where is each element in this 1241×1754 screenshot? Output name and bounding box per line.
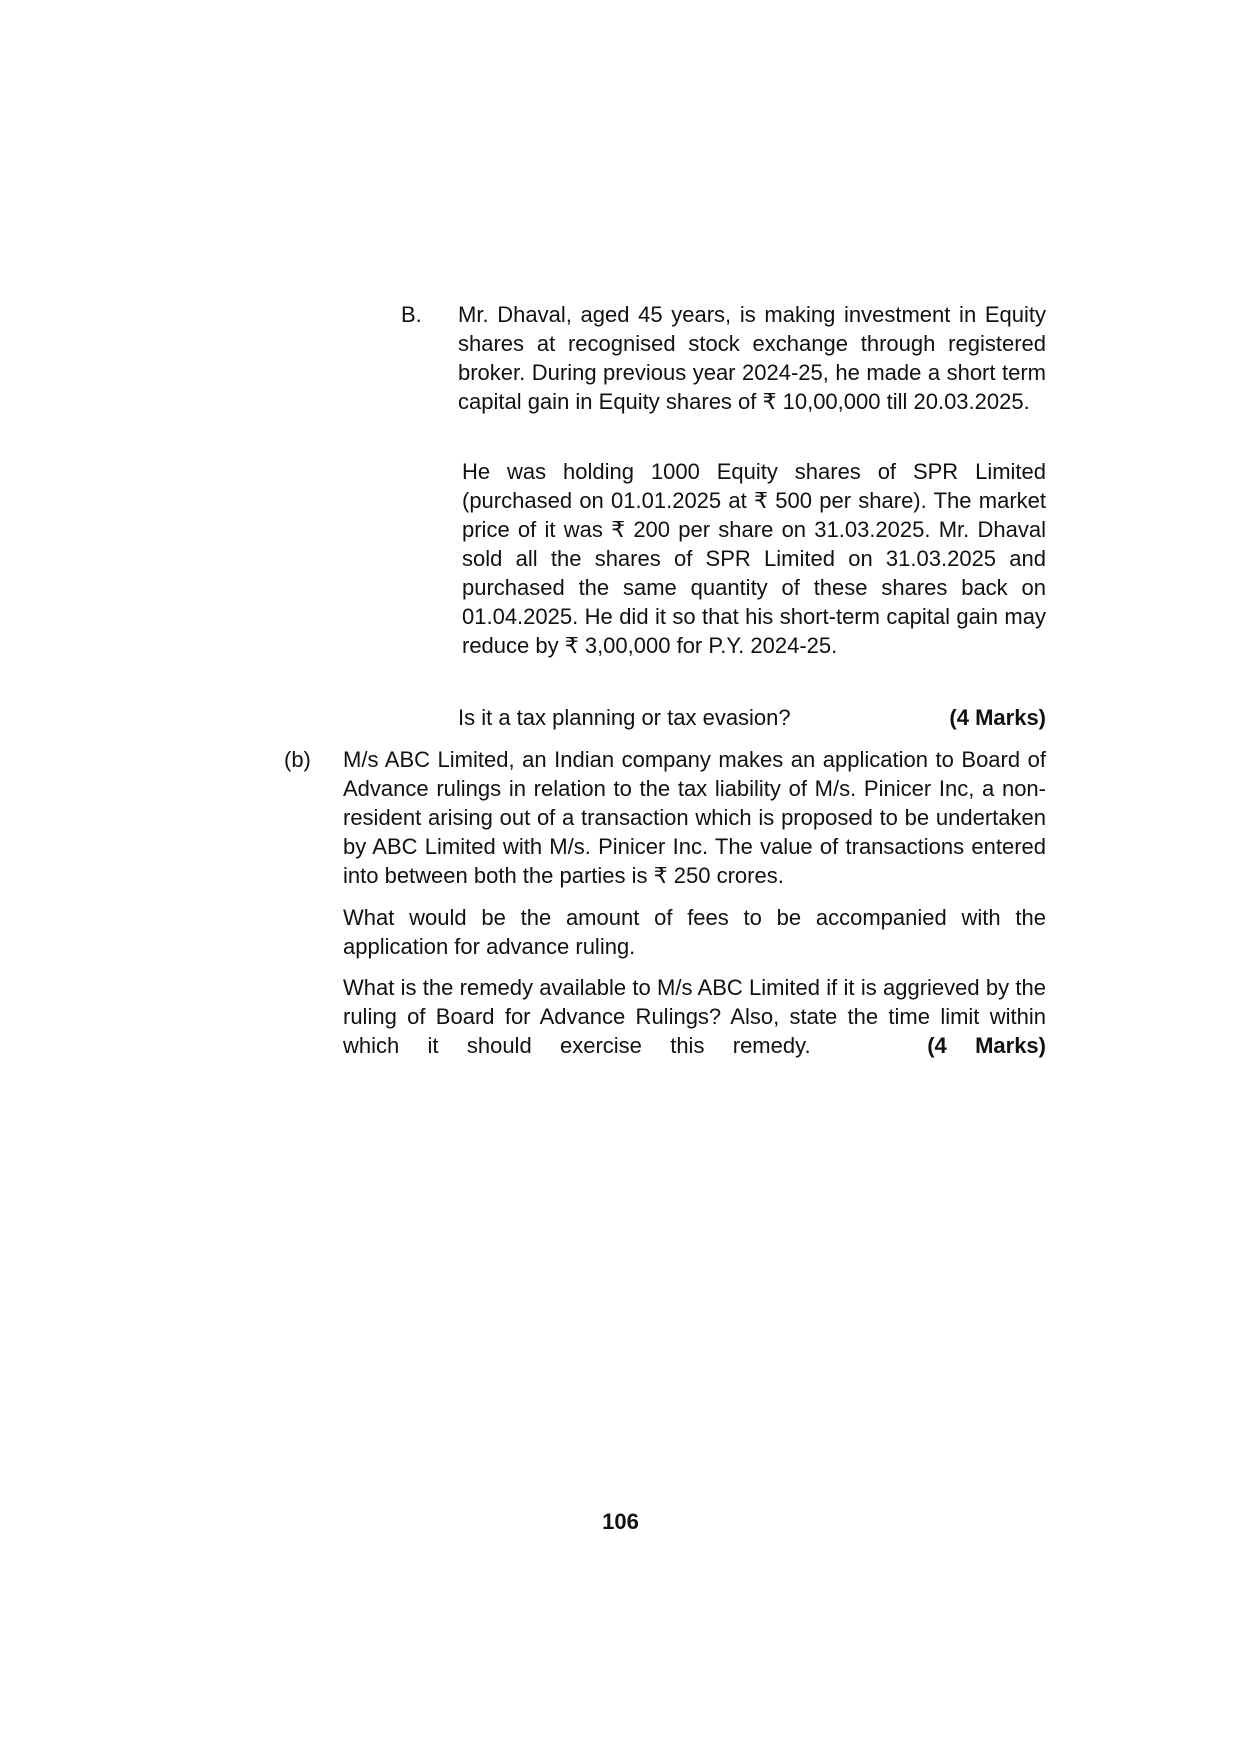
section-b-paragraph-3-text: What is the remedy available to M/s ABC Limited if it is aggrieved by the ruling of Board for Advance Rulings? Also, state the time limit within which it should exercise this remedy. bbox=[343, 975, 1046, 1058]
section-b-marks: (4 Marks) bbox=[927, 1033, 1046, 1058]
section-b-paragraph-2: What would be the amount of fees to be accompanied with the application for advance ruling. bbox=[343, 905, 1046, 959]
section-B-label: B. bbox=[401, 302, 422, 327]
section-b-label: (b) bbox=[284, 747, 311, 772]
section-B-paragraph-2: He was holding 1000 Equity shares of SPR Limited (purchased on 01.01.2025 at ₹ 500 per share). The market price of it was ₹ 200 per share on 31.03.2025. Mr. Dhaval sold all the shares of SPR Limited on 31.03.2025 and purchased the same quantity of these shares back on 01.04.2025. He did it so that his short-term capital gain may reduce by ₹ 3,00,000 for P.Y. 2024-25. bbox=[462, 459, 1046, 658]
section-B-marks: (4 Marks) bbox=[949, 705, 1046, 730]
section-b-paragraph-1: M/s ABC Limited, an Indian company makes an application to Board of Advance rulings in relation to the tax liability of M/s. Pinicer Inc, a non-resident arising out of a transaction which is proposed to be undertaken by ABC Limited with M/s. Pinicer Inc. The value of transactions entered into between both the parties is ₹ 250 crores. bbox=[343, 747, 1046, 888]
section-b-paragraph-3 bbox=[343, 973, 1046, 1060]
section-B-paragraph-1: Mr. Dhaval, aged 45 years, is making investment in Equity shares at recognised stock exchange through registered broker. During previous year 2024-25, he made a short term capital gain in Equity shares of ₹ 10,00,000 till 20.03.2025. bbox=[458, 302, 1046, 414]
section-B-question: Is it a tax planning or tax evasion? bbox=[458, 705, 791, 730]
page-number: 106 bbox=[602, 1509, 639, 1534]
section-B-question-row bbox=[458, 703, 1046, 732]
